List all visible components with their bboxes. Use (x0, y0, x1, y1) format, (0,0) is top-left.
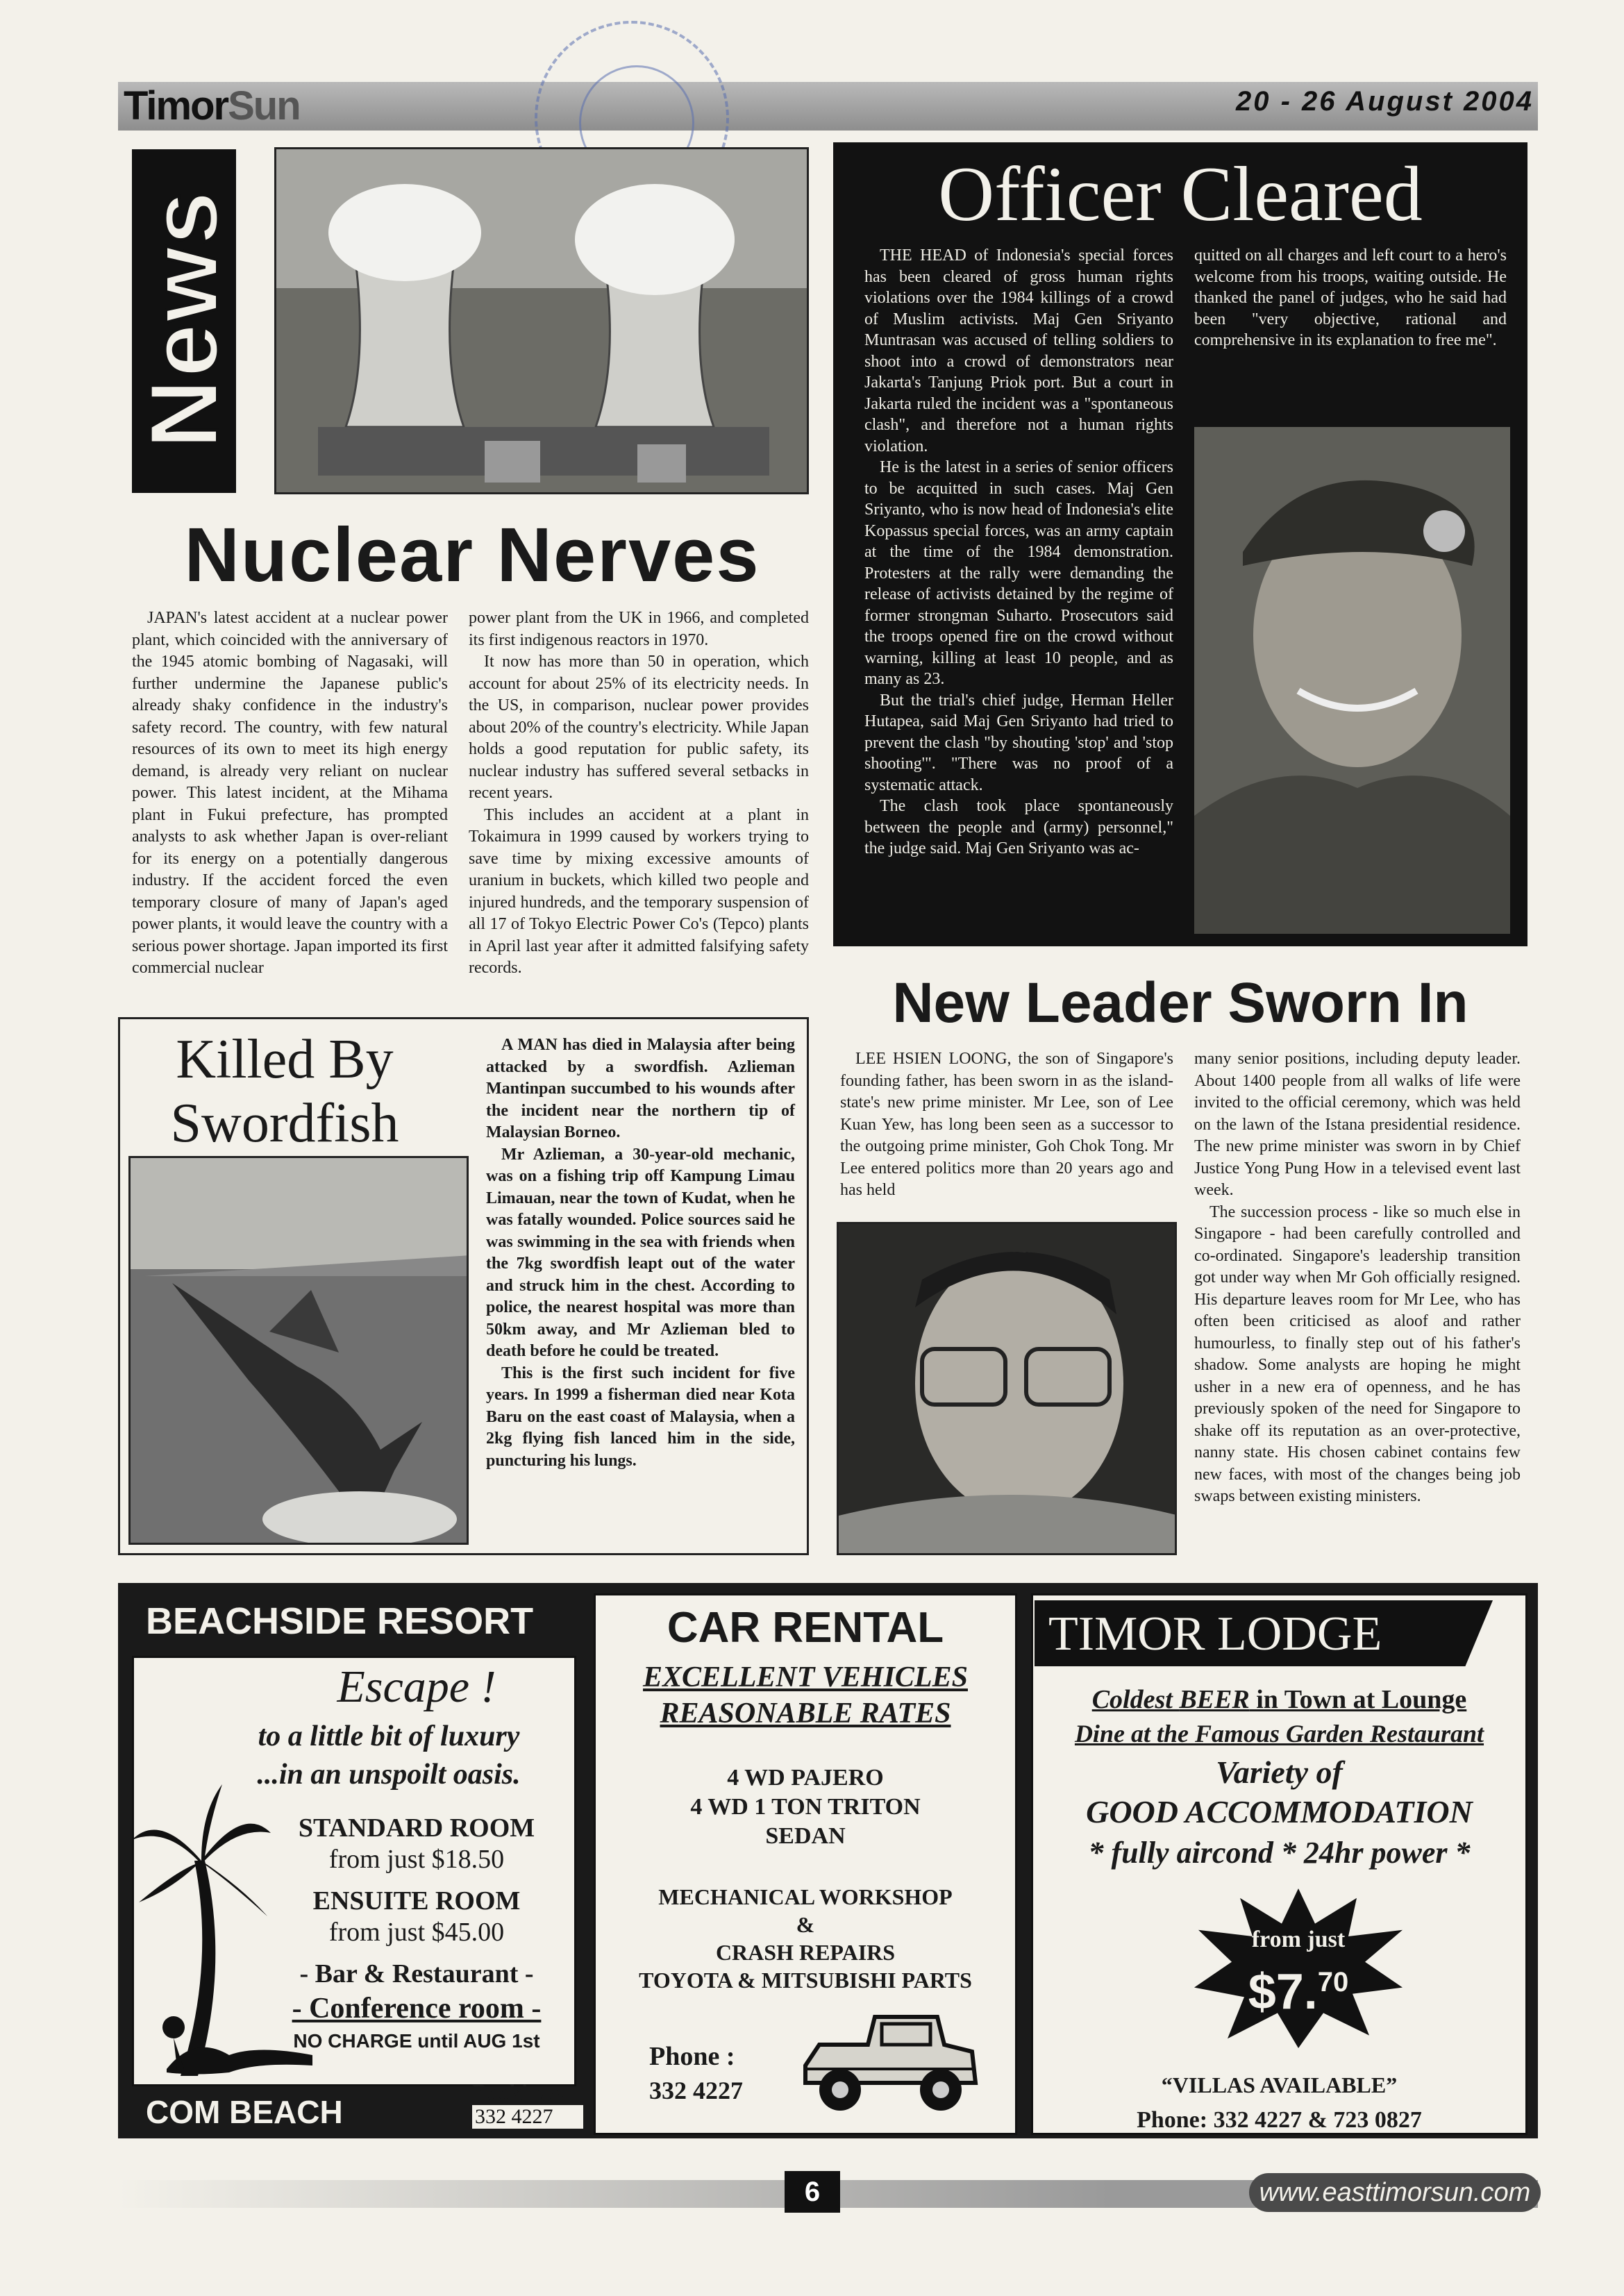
beachside-resort-header: BEACHSIDE RESORT (146, 1600, 534, 1642)
timor-lodge-phone: Phone: 332 4227 & 723 0827 (1137, 2107, 1422, 2133)
car-rental-phone: 332 4227 (649, 2077, 743, 2104)
nuclear-col2-para: power plant from the UK in 1966, and completed its first indigenous reactors in 1970. (469, 609, 809, 649)
officer-headline: Officer Cleared (938, 151, 1423, 237)
nuclear-col1-para: JAPAN's latest accident at a nuclear power plant, which coincided with the anniversary of the 1945 atomic bombing of Nagasaki, will further undermine the Japanese public's already shaky confidence in the industry's safety record. The country, with few natural resources of its own to meet its high energy demand, is already very reliant on nuclear power. This latest incident, at the Mihama plant in Fukui prefecture, has prompted analysts to ask whether Japan is over-reliant for its energy on a potentially dangerous industry. If the accident forced the even temporary closure of many of Japan's aged power plants, it would leave the country with a serious power shortage. Japan imported its first commercial nuclear (132, 609, 448, 977)
officer-column-2 (1194, 245, 1507, 351)
beachside-bookings-label: Bookings: (472, 2079, 567, 2104)
news-section-label: News (132, 149, 236, 493)
timor-lodge-price: $7.70 (1248, 1964, 1349, 2020)
beachside-tagline-2: ...in an unspoilt oasis. (257, 1759, 521, 1791)
beachside-standard-room: STANDARD ROOM (298, 1813, 535, 1843)
officer-col2-para: quitted on all charges and left court to a hero's welcome from his troops, waiting outside. He thanked the panel of judges, who he said had been "very objective, rational and comprehensive in its explanation to free me". (1194, 246, 1507, 349)
beachside-standard-price: from just $18.50 (328, 1845, 505, 1874)
beachside-conference: - Conference room - (292, 1993, 542, 2025)
officer-col1-para: He is the latest in a series of senior officers to be acquitted in such cases. Maj Gen Sriyanto, who is now head of Indonesia's elite Kopassus special forces, was an army captain at the time of the 1984 demonstration. Protesters at the rally were demanding the release of activists detained by the regime of former strongman Suharto. Prosecutors said the troops opened fire on the crowd without warning, killing at least 10 people, and as many as 23. (864, 458, 1173, 688)
car-rental-vehicle-1: 4 WD PAJERO (727, 1765, 884, 1791)
timor-lodge-line-2: Dine at the Famous Garden Restaurant (1074, 1720, 1484, 1748)
swordfish-para: This is the first such incident for five years. In 1999 a fisherman died near Kota Baru on the east coast of Malaysia, when a 2kg flying fish lanced him in the side, puncturing his lungs. (486, 1364, 795, 1470)
car-rental-service-1: MECHANICAL WORKSHOP (658, 1884, 953, 1909)
timor-lodge-line-5: * fully aircond * 24hr power * (1088, 1836, 1471, 1870)
page-number: 6 (785, 2171, 840, 2213)
officer-col1-para: But the trial's chief judge, Herman Heller Hutapea, said Maj Gen Sriyanto had tried to prevent the clash "by shouting 'stop' and 'stop shooting'". "There was no proof of a systematic attack. (864, 691, 1173, 794)
car-rental-tagline-2: REASONABLE RATES (660, 1698, 951, 1729)
officer-column-1 (864, 245, 1173, 860)
com-beach-resort-footer: COM BEACH RESORT (146, 2094, 343, 2175)
timor-lodge-line-1: Coldest BEER in Town at Lounge (1091, 1685, 1467, 1714)
car-rental-service-2: & (796, 1912, 815, 1937)
beachside-ensuite-room: ENSUITE ROOM (312, 1886, 521, 1916)
swordfish-photo (128, 1156, 469, 1545)
nuclear-plant-photo (274, 147, 809, 494)
car-rental-phone-label: Phone : (649, 2042, 735, 2071)
beachside-escape: Escape ! (337, 1661, 496, 1712)
beachside-tagline-1: to a little bit of luxury (258, 1720, 520, 1752)
timor-lodge-from: from just (1251, 1927, 1346, 1952)
beachside-ensuite-price: from just $45.00 (328, 1918, 505, 1947)
officer-col1-para: THE HEAD of Indonesia's special forces has been cleared of gross human rights violations over the 1984 killings of a crowd of Muslim activists. Maj Gen Sriyanto Muntrasan was accused of telling soldiers to shoot into a crowd of demonstrators near Jakarta's Tanjung Priok port. But a court in Jakarta ruled the incident was a "spontaneous clash", and therefore not a human rights violation. (864, 246, 1173, 455)
swordfish-column (486, 1034, 795, 1472)
beachside-no-charge: NO CHARGE until AUG 1st (293, 2030, 540, 2052)
car-rental-tagline-1: EXCELLENT VEHICLES (643, 1661, 968, 1693)
swordfish-headline (125, 1028, 444, 1155)
car-rental-vehicle-3: SEDAN (765, 1823, 846, 1849)
nuclear-col2-para: This includes an accident at a plant in Tokaimura in 1999 caused by workers trying to save time by mixing excessive amounts of uranium in buckets, which killed two people and injured hundreds, and the temporary suspension of all 17 of Tokyo Electric Power Co's (Tepco) plants in April last year after it admitted falsifying safety records. (469, 805, 809, 977)
nuclear-column-2 (469, 607, 809, 980)
car-rental-service-3: CRASH REPAIRS (715, 1940, 896, 1965)
car-rental-vehicle-2: 4 WD 1 TON TRITON (690, 1794, 921, 1820)
beachside-bar: - Bar & Restaurant - (299, 1959, 534, 1988)
leader-col1-para: LEE HSIEN LOONG, the son of Singapore's founding father, has been sworn in as the island-state's new prime minister. Mr Lee, son of Lee Kuan Yew, has long been seen as a successor to the outgoing prime minister, Goh Chok Tong. Mr Lee entered politics more than 20 years ago and has held (840, 1050, 1173, 1199)
beachside-bookings-phone: 332 4227 (472, 2105, 583, 2129)
officer-portrait-photo (1194, 427, 1510, 934)
timor-lodge-line-3: Variety of (1216, 1754, 1343, 1790)
leader-col2-para: The succession process - like so much else in Singapore - had been carefully controlled and co-ordinated. Singapore's leadership transition got under way when Mr Goh officially resigned. His departure leaves room for Mr Lee, who has often been criticised as aloof and rather humourless, to finally step out of his father's shadow. Some analysts are hoping he might usher in a new era of openness, and he has previously spoken of the need for Singapore to shake off its reputation as an over-protective, nanny state. His chosen cabinet contains few new faces, with most of the changes being job swaps between existing ministers. (1194, 1203, 1521, 1505)
swordfish-headline-line2: Swordfish (170, 1093, 399, 1154)
leader-col2-para: many senior positions, including deputy leader. About 1400 people from all walks of life were invited to the official ceremony, which was held on the lawn of the Istana presidential residence. The new prime minister was sworn in by Chief Justice Yong Pung How in a televised event last week. (1194, 1050, 1521, 1199)
car-rental-service-4: TOYOTA & MITSUBISHI PARTS (639, 1968, 972, 1993)
leader-headline: New Leader Sworn In (892, 971, 1468, 1034)
timor-lodge-title: TIMOR LODGE (1048, 1607, 1382, 1661)
website-link[interactable]: www.easttimorsun.com (1249, 2173, 1541, 2212)
issue-date: 20 - 26 August 2004 (1235, 86, 1534, 117)
timor-sun-logo: TimorSun (124, 83, 300, 128)
timor-lodge-line-4: GOOD ACCOMMODATION (1086, 1794, 1473, 1829)
lee-hsien-loong-photo (837, 1222, 1177, 1555)
officer-col1-para: The clash took place spontaneously between the people and (army) personnel," the judge said. Maj Gen Sriyanto was ac- (864, 797, 1173, 857)
leader-column-2 (1194, 1048, 1521, 1508)
car-rental-title: CAR RENTAL (667, 1604, 944, 1652)
nuclear-col2-para: It now has more than 50 in operation, which account for about 25% of its electricity needs. In the US, in comparison, nuclear power provides about 20% of the country's electricity. While Japan holds a good reputation for public safety, its nuclear industry has suffered several setbacks in recent years. (469, 653, 809, 802)
swordfish-para: A MAN has died in Malaysia after being attacked by a swordfish. Azlieman Mantinpan succumbed to his wounds after the incident near the northern tip of Malaysian Borneo. (486, 1036, 795, 1141)
leader-column-1 (840, 1048, 1173, 1202)
nuclear-headline: Nuclear Nerves (184, 512, 760, 598)
swordfish-headline-line1: Killed By (176, 1029, 394, 1090)
jeep-icon (792, 2003, 986, 2121)
timor-lodge-villas: “VILLAS AVAILABLE” (1161, 2072, 1398, 2097)
swordfish-para: Mr Azlieman, a 30-year-old mechanic, was on a fishing trip off Kampung Limau Limauan, near the town of Kudat, when he was fatally wounded. Police sources said he was swimming in the sea with friends when the 7kg swordfish leapt out of the water and struck him in the chest. According to police, the nearest hospital was more than 50km away, and Mr Azlieman bled to death before he could be treated. (486, 1145, 795, 1360)
nuclear-column-1 (132, 607, 448, 980)
